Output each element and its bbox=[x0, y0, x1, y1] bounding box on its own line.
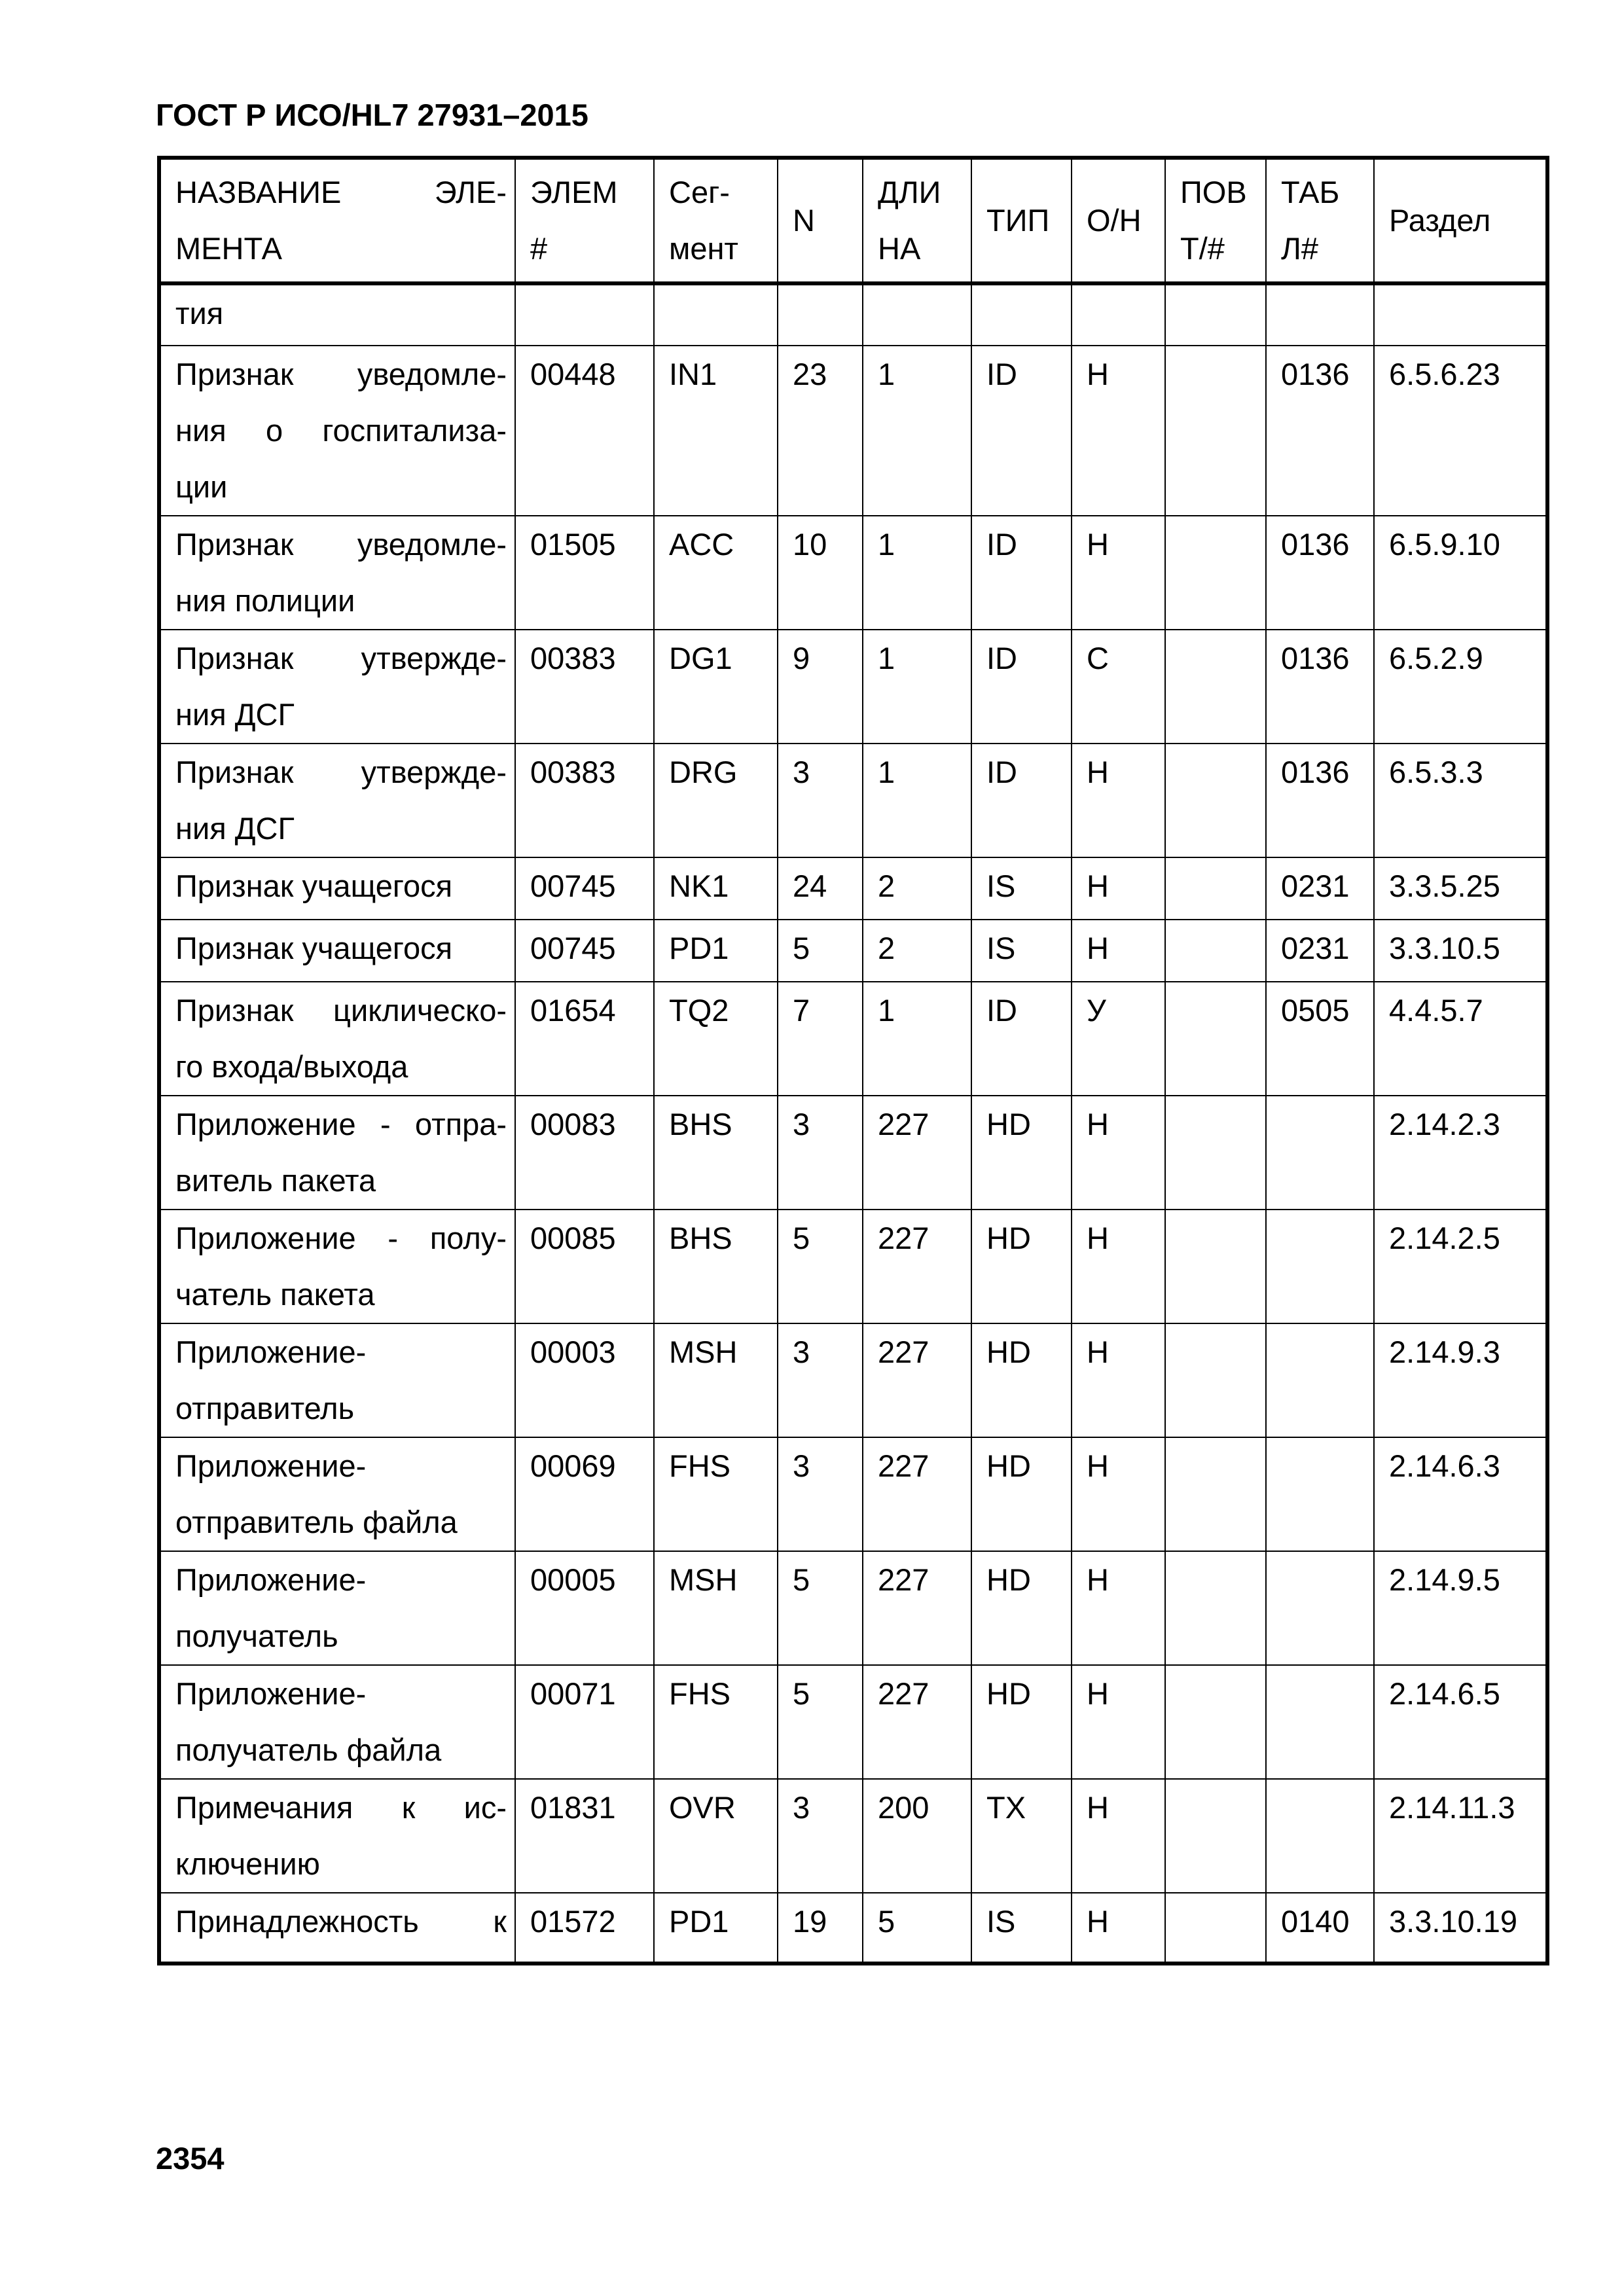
length-cell: 227 bbox=[863, 1551, 971, 1665]
rep-cell bbox=[1165, 1893, 1266, 1964]
col-rep-header bbox=[1165, 158, 1266, 283]
opt-cell: Н bbox=[1072, 1893, 1165, 1964]
section-cell: 3.3.10.5 bbox=[1374, 920, 1547, 982]
element-name-line: ния о госпитализа- bbox=[175, 413, 507, 448]
opt-cell: Н bbox=[1072, 346, 1165, 516]
element-name-line: го входа/выхода bbox=[175, 1049, 408, 1084]
header-line-1: N bbox=[793, 203, 815, 238]
segment-cell: OVR bbox=[654, 1779, 778, 1893]
header-line-1: ПОВ bbox=[1180, 175, 1247, 209]
element-name-line: витель пакета bbox=[175, 1163, 376, 1198]
table-row bbox=[159, 630, 1547, 744]
rep-cell bbox=[1165, 283, 1266, 346]
table-row bbox=[159, 516, 1547, 630]
element-name-line: Приложение- bbox=[175, 1335, 367, 1369]
type-cell: HD bbox=[971, 1323, 1072, 1437]
type-cell: HD bbox=[971, 1551, 1072, 1665]
section-cell: 6.5.3.3 bbox=[1374, 744, 1547, 857]
element-name-cell bbox=[159, 346, 515, 516]
n-cell: 9 bbox=[778, 630, 863, 744]
section-cell: 3.3.5.25 bbox=[1374, 857, 1547, 920]
n-cell: 5 bbox=[778, 1210, 863, 1323]
n-cell: 24 bbox=[778, 857, 863, 920]
rep-cell bbox=[1165, 1323, 1266, 1437]
table-row bbox=[159, 1779, 1547, 1893]
opt-cell: Н bbox=[1072, 1779, 1165, 1893]
rep-cell bbox=[1165, 1551, 1266, 1665]
type-cell: IS bbox=[971, 920, 1072, 982]
elem-cell: 00071 bbox=[515, 1665, 654, 1779]
type-cell: ID bbox=[971, 982, 1072, 1096]
section-cell: 2.14.9.5 bbox=[1374, 1551, 1547, 1665]
rep-cell bbox=[1165, 1665, 1266, 1779]
length-cell: 200 bbox=[863, 1779, 971, 1893]
element-name-line: Принадлежность к bbox=[175, 1904, 507, 1939]
section-cell: 2.14.9.3 bbox=[1374, 1323, 1547, 1437]
type-cell: HD bbox=[971, 1665, 1072, 1779]
header-line-2: Т/# bbox=[1180, 231, 1225, 266]
length-cell: 1 bbox=[863, 630, 971, 744]
header-line-1: ЭЛЕМ bbox=[530, 175, 618, 209]
section-cell: 6.5.2.9 bbox=[1374, 630, 1547, 744]
segment-cell: MSH bbox=[654, 1323, 778, 1437]
table-cell bbox=[1266, 1551, 1374, 1665]
rep-cell bbox=[1165, 920, 1266, 982]
elements-table bbox=[157, 156, 1549, 1965]
length-cell: 2 bbox=[863, 857, 971, 920]
n-cell: 3 bbox=[778, 1323, 863, 1437]
header-line-1: Сег- bbox=[669, 175, 730, 209]
segment-cell: NK1 bbox=[654, 857, 778, 920]
element-name-line: Признак уведомле- bbox=[175, 527, 507, 562]
element-name-line: ключению bbox=[175, 1846, 320, 1881]
col-elem-header bbox=[515, 158, 654, 283]
element-name-line: Признак циклическо- bbox=[175, 993, 507, 1028]
n-cell: 5 bbox=[778, 920, 863, 982]
element-name-cell bbox=[159, 857, 515, 920]
table-cell: 0231 bbox=[1266, 857, 1374, 920]
opt-cell: Н bbox=[1072, 920, 1165, 982]
table-row bbox=[159, 1323, 1547, 1437]
segment-cell: PD1 bbox=[654, 920, 778, 982]
table-cell bbox=[1266, 1323, 1374, 1437]
table-cell bbox=[1266, 283, 1374, 346]
table-row bbox=[159, 744, 1547, 857]
opt-cell: Н bbox=[1072, 857, 1165, 920]
element-name-line: ции bbox=[175, 469, 228, 504]
element-name-line: Признак утвержде- bbox=[175, 641, 507, 675]
length-cell: 227 bbox=[863, 1437, 971, 1551]
n-cell: 3 bbox=[778, 744, 863, 857]
element-name-line: Приложение- bbox=[175, 1448, 367, 1483]
table-row bbox=[159, 346, 1547, 516]
table-row bbox=[159, 1210, 1547, 1323]
element-name-cell bbox=[159, 283, 515, 346]
segment-cell: FHS bbox=[654, 1665, 778, 1779]
element-name-line: отправитель bbox=[175, 1391, 355, 1426]
section-cell: 2.14.2.3 bbox=[1374, 1096, 1547, 1210]
n-cell: 7 bbox=[778, 982, 863, 1096]
table-cell: 0136 bbox=[1266, 630, 1374, 744]
element-name-cell bbox=[159, 1779, 515, 1893]
opt-cell: Н bbox=[1072, 1665, 1165, 1779]
opt-cell: Н bbox=[1072, 1437, 1165, 1551]
document-header: ГОСТ Р ИСО/HL7 27931–2015 bbox=[156, 98, 588, 132]
type-cell: IS bbox=[971, 857, 1072, 920]
type-cell: ID bbox=[971, 516, 1072, 630]
header-line-1: Раздел bbox=[1389, 203, 1491, 238]
element-name-cell bbox=[159, 1210, 515, 1323]
rep-cell bbox=[1165, 982, 1266, 1096]
segment-cell: IN1 bbox=[654, 346, 778, 516]
header-line-2: Л# bbox=[1281, 231, 1318, 266]
rep-cell bbox=[1165, 630, 1266, 744]
type-cell: HD bbox=[971, 1437, 1072, 1551]
element-name-line: Признак учащегося bbox=[175, 931, 453, 965]
element-name-line: Приложение - полу- bbox=[175, 1221, 507, 1255]
table-row bbox=[159, 1893, 1547, 1964]
element-name-cell bbox=[159, 630, 515, 744]
segment-cell: ACC bbox=[654, 516, 778, 630]
n-cell: 5 bbox=[778, 1665, 863, 1779]
table-cell: 0140 bbox=[1266, 1893, 1374, 1964]
element-name-cell bbox=[159, 982, 515, 1096]
elem-cell: 00745 bbox=[515, 920, 654, 982]
header-line-2: НА bbox=[878, 231, 921, 266]
segment-cell: BHS bbox=[654, 1096, 778, 1210]
n-cell bbox=[778, 283, 863, 346]
table-row bbox=[159, 1665, 1547, 1779]
element-name-line: Приложение- bbox=[175, 1562, 367, 1597]
element-name-line: тия bbox=[175, 296, 224, 331]
rep-cell bbox=[1165, 857, 1266, 920]
table-body bbox=[159, 283, 1547, 1964]
header-line-2: МЕНТА bbox=[175, 231, 282, 266]
elem-cell: 00745 bbox=[515, 857, 654, 920]
type-cell: HD bbox=[971, 1210, 1072, 1323]
element-name-line: Признак уведомле- bbox=[175, 357, 507, 391]
element-name-cell bbox=[159, 920, 515, 982]
segment-cell bbox=[654, 283, 778, 346]
element-name-cell bbox=[159, 1096, 515, 1210]
table-cell bbox=[1266, 1096, 1374, 1210]
table-cell: 0505 bbox=[1266, 982, 1374, 1096]
length-cell: 1 bbox=[863, 982, 971, 1096]
opt-cell: Н bbox=[1072, 1551, 1165, 1665]
table-header-row bbox=[159, 158, 1547, 283]
opt-cell: Н bbox=[1072, 516, 1165, 630]
element-name-line: чатель пакета bbox=[175, 1277, 375, 1312]
elem-cell: 00383 bbox=[515, 744, 654, 857]
n-cell: 10 bbox=[778, 516, 863, 630]
length-cell: 2 bbox=[863, 920, 971, 982]
elem-cell: 00085 bbox=[515, 1210, 654, 1323]
length-cell: 227 bbox=[863, 1323, 971, 1437]
segment-cell: MSH bbox=[654, 1551, 778, 1665]
element-name-cell bbox=[159, 744, 515, 857]
section-cell: 2.14.2.5 bbox=[1374, 1210, 1547, 1323]
table-cell: 0136 bbox=[1266, 346, 1374, 516]
n-cell: 3 bbox=[778, 1779, 863, 1893]
header-line-1: ТАБ bbox=[1281, 175, 1340, 209]
n-cell: 5 bbox=[778, 1551, 863, 1665]
element-name-line: Приложение- bbox=[175, 1676, 367, 1711]
opt-cell: С bbox=[1072, 630, 1165, 744]
type-cell: TX bbox=[971, 1779, 1072, 1893]
elem-cell: 00069 bbox=[515, 1437, 654, 1551]
rep-cell bbox=[1165, 1096, 1266, 1210]
col-name-header bbox=[159, 158, 515, 283]
section-cell: 2.14.11.3 bbox=[1374, 1779, 1547, 1893]
elem-cell: 01831 bbox=[515, 1779, 654, 1893]
element-name-line: отправитель файла bbox=[175, 1505, 458, 1539]
opt-cell: Н bbox=[1072, 1096, 1165, 1210]
type-cell: ID bbox=[971, 630, 1072, 744]
element-name-cell bbox=[159, 1893, 515, 1964]
length-cell: 227 bbox=[863, 1665, 971, 1779]
col-type-header bbox=[971, 158, 1072, 283]
element-name-cell bbox=[159, 516, 515, 630]
page-number: 2354 bbox=[156, 2141, 225, 2176]
header-line-1: О/Н bbox=[1087, 203, 1142, 238]
length-cell: 5 bbox=[863, 1893, 971, 1964]
header-line-1: НАЗВАНИЕ ЭЛЕ- bbox=[175, 175, 507, 209]
opt-cell: У bbox=[1072, 982, 1165, 1096]
type-cell: ID bbox=[971, 346, 1072, 516]
elem-cell: 00383 bbox=[515, 630, 654, 744]
n-cell: 3 bbox=[778, 1437, 863, 1551]
element-name-cell bbox=[159, 1323, 515, 1437]
table-cell: 0231 bbox=[1266, 920, 1374, 982]
section-cell: 6.5.9.10 bbox=[1374, 516, 1547, 630]
rep-cell bbox=[1165, 1210, 1266, 1323]
element-name-line: Примечания к ис- bbox=[175, 1790, 507, 1825]
rep-cell bbox=[1165, 516, 1266, 630]
table-row bbox=[159, 1437, 1547, 1551]
section-cell: 2.14.6.5 bbox=[1374, 1665, 1547, 1779]
section-cell: 3.3.10.19 bbox=[1374, 1893, 1547, 1964]
elem-cell: 01654 bbox=[515, 982, 654, 1096]
header-line-1: ТИП bbox=[986, 203, 1050, 238]
segment-cell: DRG bbox=[654, 744, 778, 857]
opt-cell: Н bbox=[1072, 744, 1165, 857]
type-cell: IS bbox=[971, 1893, 1072, 1964]
segment-cell: PD1 bbox=[654, 1893, 778, 1964]
n-cell: 19 bbox=[778, 1893, 863, 1964]
table-row bbox=[159, 1096, 1547, 1210]
element-name-line: Признак учащегося bbox=[175, 869, 453, 903]
length-cell: 1 bbox=[863, 346, 971, 516]
opt-cell: Н bbox=[1072, 1210, 1165, 1323]
elem-cell: 01505 bbox=[515, 516, 654, 630]
table-cell bbox=[1266, 1437, 1374, 1551]
col-table-header bbox=[1266, 158, 1374, 283]
col-length-header bbox=[863, 158, 971, 283]
element-name-cell bbox=[159, 1551, 515, 1665]
table-row bbox=[159, 920, 1547, 982]
element-name-line: получатель bbox=[175, 1619, 338, 1653]
elem-cell: 00083 bbox=[515, 1096, 654, 1210]
table-row bbox=[159, 283, 1547, 346]
elem-cell: 01572 bbox=[515, 1893, 654, 1964]
type-cell bbox=[971, 283, 1072, 346]
n-cell: 3 bbox=[778, 1096, 863, 1210]
col-n-header bbox=[778, 158, 863, 283]
element-name-cell bbox=[159, 1437, 515, 1551]
segment-cell: TQ2 bbox=[654, 982, 778, 1096]
header-line-2: мент bbox=[669, 231, 738, 266]
opt-cell bbox=[1072, 283, 1165, 346]
table-cell bbox=[1266, 1779, 1374, 1893]
table-row bbox=[159, 1551, 1547, 1665]
element-name-line: получатель файла bbox=[175, 1732, 442, 1767]
length-cell: 227 bbox=[863, 1096, 971, 1210]
element-name-line: ния ДСГ bbox=[175, 697, 295, 732]
elem-cell: 00005 bbox=[515, 1551, 654, 1665]
table-row bbox=[159, 982, 1547, 1096]
section-cell bbox=[1374, 283, 1547, 346]
length-cell: 1 bbox=[863, 744, 971, 857]
header-line-1: ДЛИ bbox=[878, 175, 941, 209]
segment-cell: BHS bbox=[654, 1210, 778, 1323]
section-cell: 2.14.6.3 bbox=[1374, 1437, 1547, 1551]
table-cell: 0136 bbox=[1266, 744, 1374, 857]
rep-cell bbox=[1165, 1437, 1266, 1551]
col-section-header bbox=[1374, 158, 1547, 283]
table-cell bbox=[1266, 1665, 1374, 1779]
type-cell: ID bbox=[971, 744, 1072, 857]
table-cell bbox=[1266, 1210, 1374, 1323]
length-cell: 227 bbox=[863, 1210, 971, 1323]
elem-cell: 00003 bbox=[515, 1323, 654, 1437]
col-segment-header bbox=[654, 158, 778, 283]
type-cell: HD bbox=[971, 1096, 1072, 1210]
length-cell: 1 bbox=[863, 516, 971, 630]
length-cell bbox=[863, 283, 971, 346]
segment-cell: FHS bbox=[654, 1437, 778, 1551]
element-name-line: ния полиции bbox=[175, 583, 355, 618]
element-name-line: ния ДСГ bbox=[175, 811, 295, 846]
element-name-line: Признак утвержде- bbox=[175, 755, 507, 789]
table-cell: 0136 bbox=[1266, 516, 1374, 630]
segment-cell: DG1 bbox=[654, 630, 778, 744]
opt-cell: Н bbox=[1072, 1323, 1165, 1437]
elem-cell: 00448 bbox=[515, 346, 654, 516]
n-cell: 23 bbox=[778, 346, 863, 516]
element-name-cell bbox=[159, 1665, 515, 1779]
rep-cell bbox=[1165, 1779, 1266, 1893]
col-opt-header bbox=[1072, 158, 1165, 283]
table-row bbox=[159, 857, 1547, 920]
section-cell: 6.5.6.23 bbox=[1374, 346, 1547, 516]
elem-cell bbox=[515, 283, 654, 346]
header-line-2: # bbox=[530, 231, 548, 266]
rep-cell bbox=[1165, 744, 1266, 857]
element-name-line: Приложение - отпра- bbox=[175, 1107, 507, 1141]
section-cell: 4.4.5.7 bbox=[1374, 982, 1547, 1096]
rep-cell bbox=[1165, 346, 1266, 516]
